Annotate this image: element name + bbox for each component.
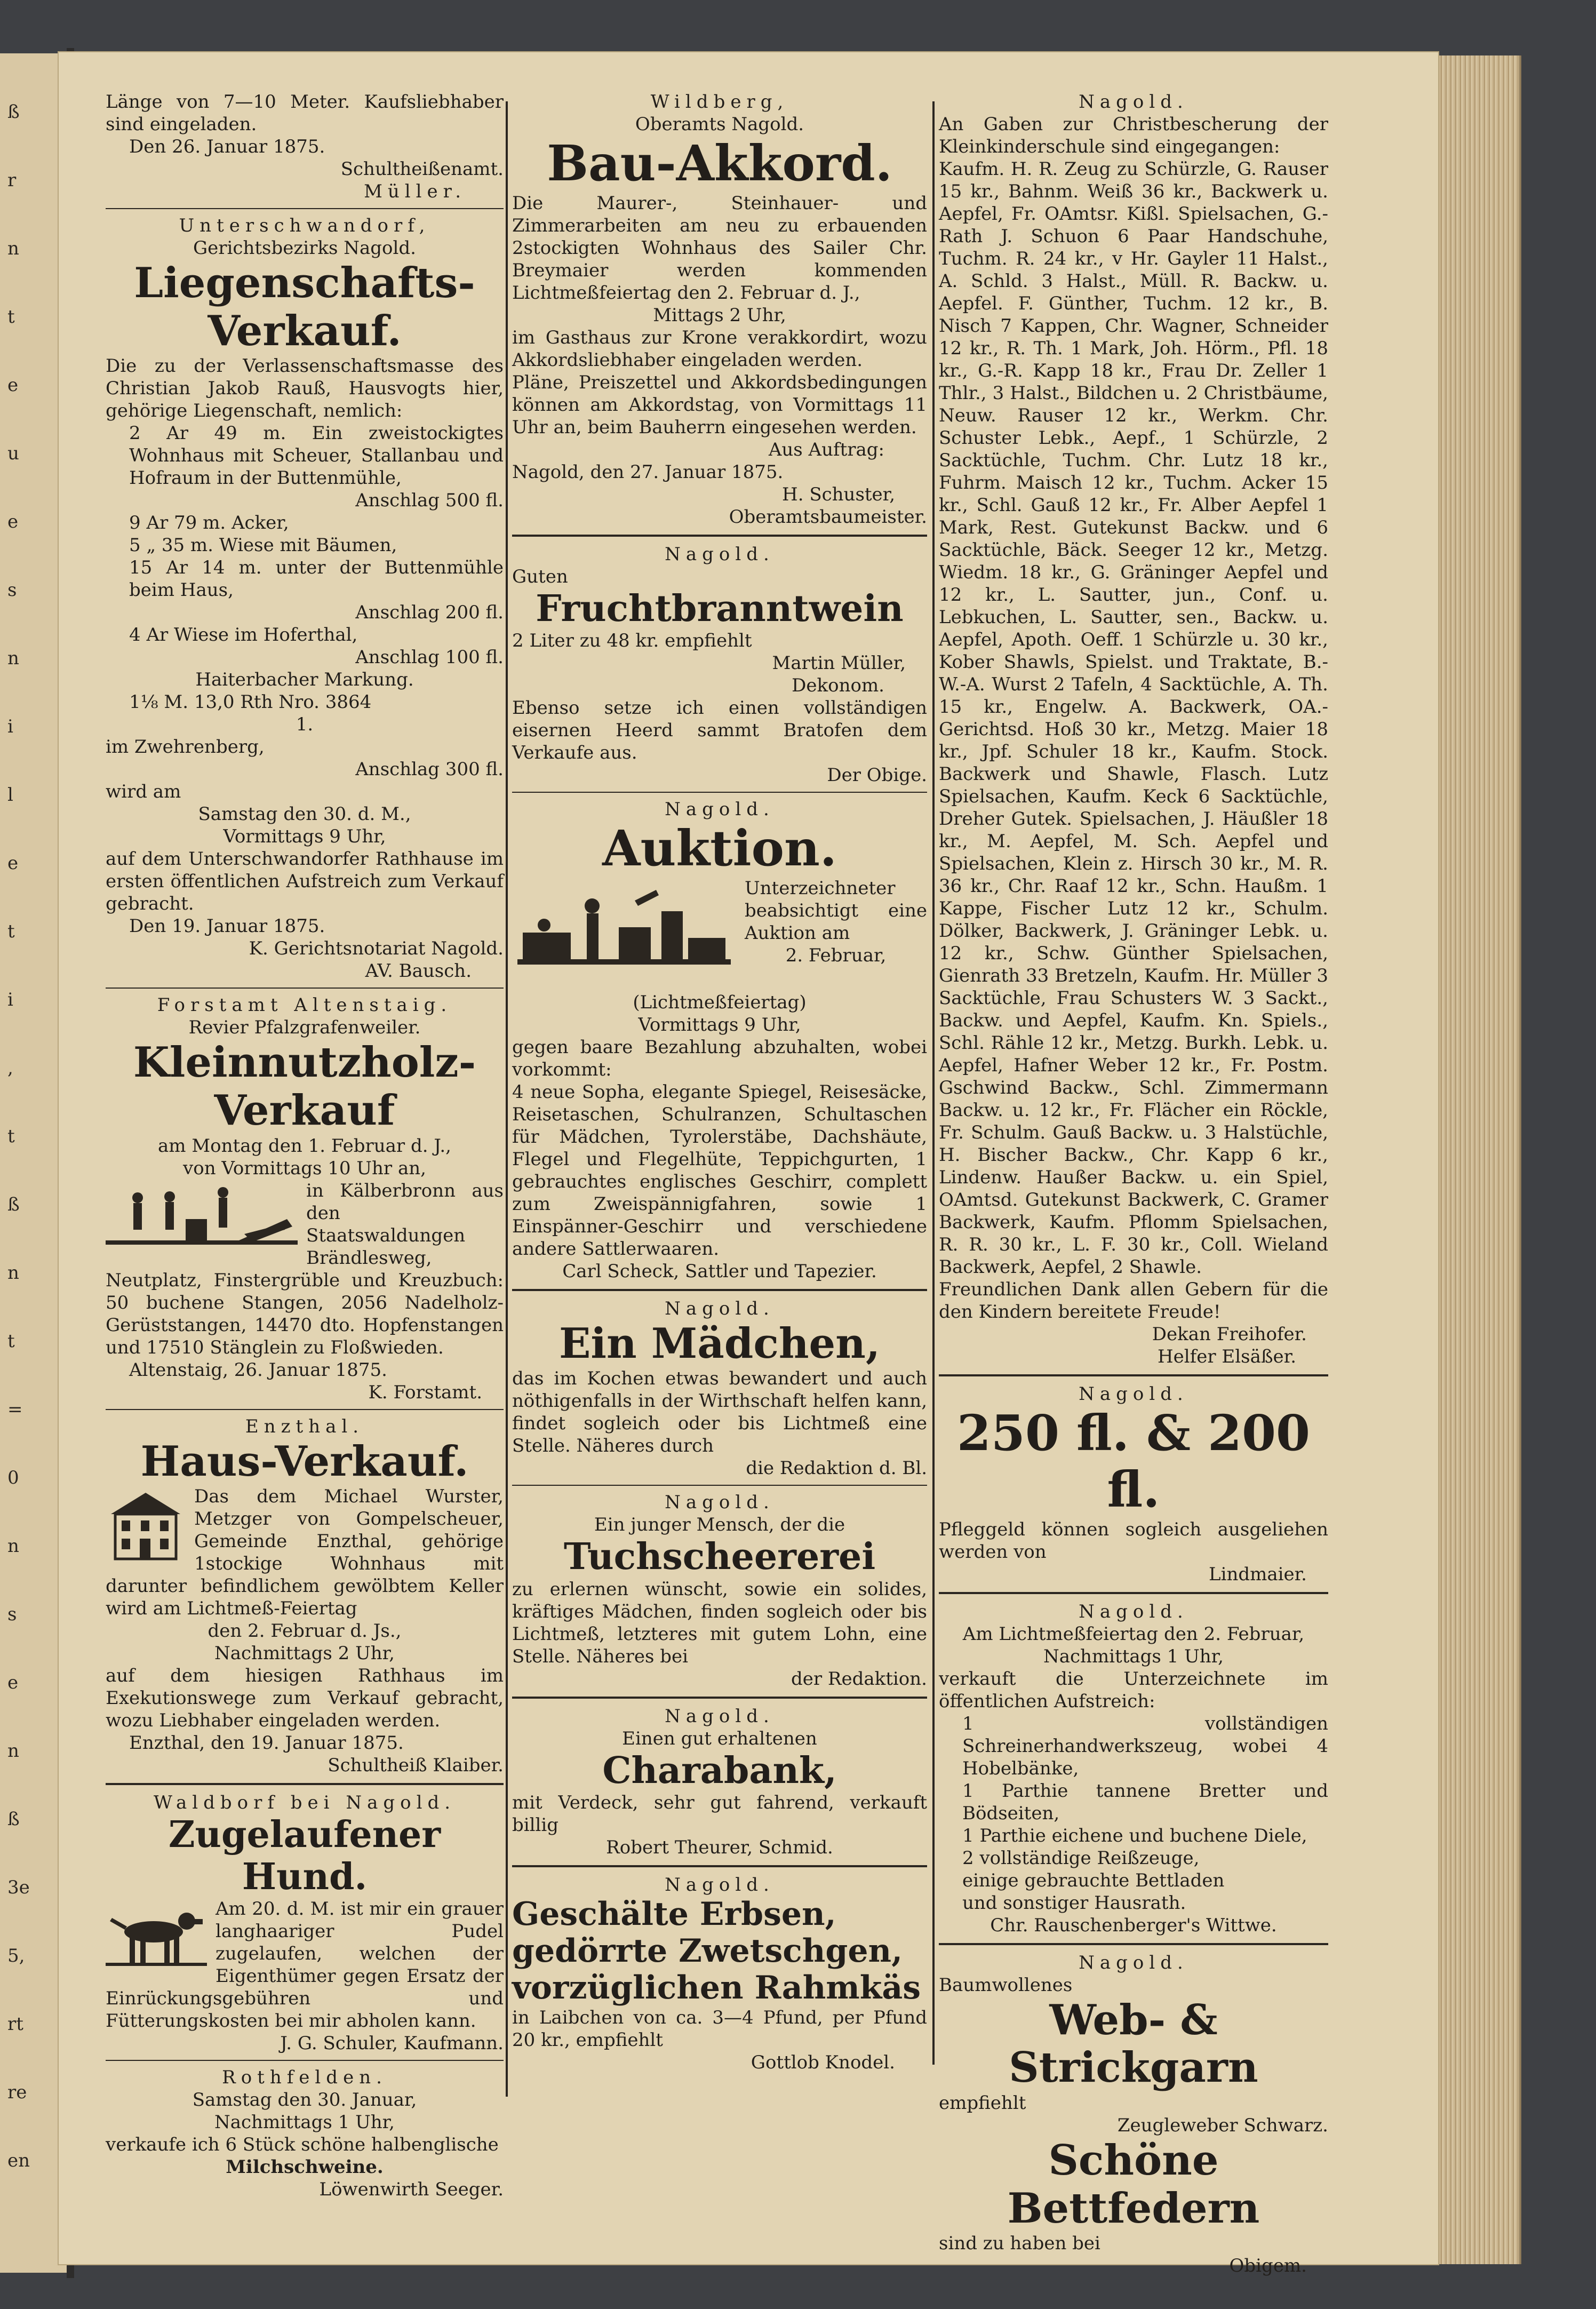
ad-place: Nagold. (665, 1492, 775, 1514)
sale-date: 2. Februar, (785, 944, 887, 966)
ad-title-line: vorzüglichen Rahmkäs (512, 1969, 921, 2007)
ad-title: Auktion. (602, 819, 837, 877)
property-price: Anschlag 200 fl. (355, 602, 504, 624)
ad-text: Einen gut erhaltenen (622, 1727, 817, 1749)
ad-text: Ein junger Mensch, der die (594, 1514, 845, 1536)
auction-illustration (512, 879, 736, 988)
notice-date: Den 26. Januar 1875. (129, 136, 325, 157)
property-marking: Haiterbacher Markung. (195, 669, 414, 691)
ad-title: Zugelaufener Hund. (168, 1813, 441, 1898)
ad-title: Haus-Verkauf. (140, 1437, 469, 1486)
ad-text: wird am (106, 781, 181, 803)
ad-title: Tuchscheererei (563, 1535, 876, 1579)
ad-schreinerhandwerkszeug (939, 1601, 1328, 1937)
ad-bau-akkord (512, 91, 927, 528)
ad-kleinnutzholz-verkauf (106, 994, 504, 1403)
left-margin-fragment: = (7, 1399, 23, 1420)
ad-haus-verkauf (106, 1415, 504, 1777)
ad-text: zu erlernen wünscht, sowie ein solides, kräftiges Mädchen, finden sogleich oder bis Lichtmeß, letzteres mit gutem Lohn, eine Stelle. Näheres bei (512, 1578, 927, 1667)
donor-list: Kaufm. H. R. Zeug zu Schürzle, G. Rauser 15 kr., Bahnm. Weiß 36 kr., Backwerk u. Aepfel, Fr. OAmtsr. Kißl. Spielsachen, G.-Rath J. Schuon 6 Paar Handschuhe, Tuchm. R. 24 kr., v Hr. Gayler 11 Halst., A. Schld. 3 Halst., Müll. R. Backw. u. Aepfel. F. Günther, Tuchm. 12 kr., B. Nisch 7 Kappen, Chr. Wagner, Schneider 12 kr., R. Th. 1 Mark, Joh. Hörm., Pfl. 18 kr., G.-R. Kapp 18 kr., Frau Dr. Zeller 1 Thlr., 3 Halst., Bildchen u. 2 Christbäume, Neuw. Rauser 12 kr., Werkm. Chr. Schuster Lebk., Aepf., 1 Schürzle, 2 Sacktüchle, Tuchm. Chr. Lutz 18 kr., Fuhrm. Maisch 12 kr., Tuchm. Acker 15 kr., Schl. Gauß 12 kr., Fr. Alber Aepfel 1 Mark, Rest. Gutekunst Backw. und 6 Sacktüchle, Bäck. Seeger 12 kr., Metzg. Wiedm. 18 kr., G. Gräninger Aepfel und 12 kr., L. Sautter, jun., Conf. u. Lebkuchen, L. Sautter, sen., Backw. u. Aepfel, Apoth. Oeff. 1 Schürzle u. 30 kr., Kober Shawls, Spielst. und Traktate, B.-W.-A. Wurst 2 Tafeln, 4 Sacktüchle, A. Th. 15 kr., Engelw. A. Backwerk, OA.-Gerichtsd. Hoß 30 kr., Metzg. Maier 18 kr., Jpf. Schuler 18 kr., Kaufm. Stock. Backwerk und Shawle, Flasch. Lutz Spielsachen, Kaufm. Keck 6 Sacktüchle, Dreher Gutek. Spielsachen, J. Häußler 18 kr., M. Aepfel, M. Sch. Aepfel und Spielsachen, Klein z. Hirsch 30 kr., M. R. 36 kr., Chr. Raaf 12 kr., Schn. Haußm. 1 Kappe, Fischer Lutz 12 kr., Schulm. Dölker, Backwerk, J. Gräninger Lebk. u. 12 kr., Schw. Günther Spielsachen, Gienrath 33 Bretzeln, Kaufm. Hr. Müller 3 Sacktüchle, Frau Schusters W. 3 Sackt., Backw. und Aepfel, Kaufm. Kn. Spiels., Schl. Rähle 12 kr., Metzg. Burkh. Lebk. u. Aepfel, Hafner Weber 12 kr., Fr. Postm. Gschwind Backw., Schl. Zimmermann Backw. u. 12 kr., Fr. Flächer ein Röckle, Fr. Schulm. Gauß Backw. u. 3 Halstüchle, H. Bischer Backw., Chr. Kapp 6 kr., Lindenw. Haußer Backw. u. ein Spiel, OAmtsd. Gutekunst Backwerk, C. Gramer Backwerk, Kaufm. Pflomm Spielsachen, R. R. 30 kr., L. F. 30 kr., Coll. Wieland Backwerk, Aepfel, 2 Shawle. (939, 158, 1328, 1278)
ad-text: in Laibchen von ca. 3—4 Pfund, per Pfund 20 kr., empfiehlt (512, 2007, 927, 2051)
left-margin-fragment: e (7, 375, 19, 396)
ad-erbsen-zwetschgen (512, 1874, 927, 2074)
sale-time: Vormittags 9 Uhr, (223, 826, 386, 848)
ad-date: Nagold, den 27. Januar 1875. (512, 461, 784, 483)
ad-signature: Chr. Rauschenberger's Wittwe. (990, 1914, 1277, 1936)
sale-date: Samstag den 30. Januar, (192, 2089, 417, 2111)
sale-time: Nachmittags 1 Uhr, (214, 2111, 395, 2133)
ad-tuchscheererei (512, 1491, 927, 1690)
ad-title-line: gedörrte Zwetschgen, (512, 1932, 903, 1970)
left-margin-fragment: n (7, 1535, 19, 1557)
ad-strickgarn-bettfedern (939, 1952, 1328, 2278)
ad-text: auf dem hiesigen Rathhaus im Exekutionswege zum Verkauf gebracht, wozu Liebhaber eingeladen werden. (106, 1665, 504, 1732)
ad-text: Das dem Michael Wurster, Metzger von Gompelscheuer, Gemeinde Enzthal, gehörige 1stockige Wohnhaus mit darunter befindlichem gewölbtem Keller wird am Lichtmeß-Feiertag (106, 1486, 504, 1620)
ad-highlight: Milchschweine. (226, 2156, 384, 2178)
ad-divider (512, 1865, 927, 1867)
ad-place: Nagold. (665, 798, 775, 820)
ad-place: Wildberg, (650, 91, 789, 113)
ad-title: Ein Mädchen, (558, 1319, 881, 1368)
ad-text: 2 Liter zu 48 kr. empfiehlt (512, 630, 752, 651)
column-rule-2 (932, 101, 935, 2065)
ad-title: Web- & Strickgarn (1009, 1995, 1258, 2092)
left-margin-fragment: ß (7, 101, 20, 123)
sale-item: und sonstiger Hausrath. (962, 1892, 1186, 1914)
ad-text: Die Maurer-, Steinhauer- und Zimmerarbeiten am neu zu erbauenden 2stockigten Wohnhaus des Sailer Chr. Breymaier werden kommenden Lichtmeßfeiertag den 2. Februar d. J., (512, 192, 927, 304)
ad-divider (106, 1409, 504, 1410)
ad-place: Enzthal. (245, 1415, 364, 1437)
ad-intro: Die zu der Verlassenschaftsmasse des Christian Jakob Rauß, Hausvogts hier, gehörige Liegenschaft, nemlich: (106, 355, 504, 422)
ad-title: Fruchtbranntwein (536, 587, 904, 630)
left-margin-fragment: e (7, 853, 19, 874)
ad-place: Nagold. (1079, 1383, 1188, 1405)
property-item: 1⅛ M. 13,0 Rth Nro. 3864 (129, 691, 372, 713)
sale-time: Nachmittags 2 Uhr, (214, 1643, 395, 1665)
notice-office: Schultheißenamt. (340, 158, 504, 180)
property-sub: 1. (296, 714, 314, 736)
ad-place: Nagold. (665, 1874, 775, 1896)
ad-title: Liegenschafts-Verkauf. (134, 259, 475, 355)
ad-signature: AV. Bausch. (365, 960, 472, 982)
left-margin-fragment: n (7, 648, 19, 669)
ad-place: Nagold. (1079, 1601, 1188, 1622)
ad-ein-maedchen (512, 1297, 927, 1480)
ad-signature-role: Oberamtsbaumeister. (729, 506, 927, 528)
sale-item: 1 Parthie tannene Bretter und Bödseiten, (962, 1780, 1328, 1824)
ad-district: Oberamts Nagold. (635, 114, 804, 135)
ad-place: Nagold. (1079, 91, 1188, 113)
ad-place: Nagold. (665, 1705, 775, 1727)
ad-office: K. Gerichtsnotariat Nagold. (249, 938, 504, 960)
ad-title: Kleinnutzholz-Verkauf (133, 1038, 476, 1135)
ad-text: Aus Auftrag: (768, 439, 884, 460)
ad-signature: Gottlob Knodel. (751, 2051, 895, 2073)
sale-date: Am Lichtmeßfeiertag den 2. Februar, (962, 1623, 1305, 1645)
left-margin-fragment: , (7, 1057, 13, 1079)
left-margin-fragment: t (7, 1126, 15, 1147)
left-margin-fragment: n (7, 1262, 19, 1284)
ad-signature: Carl Scheck, Sattler und Tapezier. (562, 1260, 877, 1282)
ad-divider (106, 1783, 504, 1785)
ad-signature: Lindmaier. (1209, 1563, 1307, 1585)
property-price: Anschlag 300 fl. (355, 759, 504, 781)
sale-feast: (Lichtmeßfeiertag) (633, 991, 807, 1013)
sale-time: Nachmittags 1 Uhr, (1043, 1645, 1224, 1667)
ad-signature: Zeugleweber Schwarz. (1117, 2114, 1328, 2136)
ad-text: empfiehlt (939, 2092, 1026, 2114)
column-right (939, 91, 1328, 2282)
sale-date: Samstag den 30. d. M., (198, 803, 411, 825)
property-item: 4 Ar Wiese im Hoferthal, (129, 624, 358, 646)
left-margin-fragment: t (7, 306, 15, 328)
ad-title: Schöne Bettfedern (1007, 2136, 1260, 2233)
column-rule-1 (506, 101, 508, 2097)
left-margin-fragment: t (7, 1331, 15, 1352)
property-item: 9 Ar 79 m. Acker, (129, 512, 289, 534)
ad-place: Rothfelden. (222, 2066, 387, 2088)
ad-divider (512, 535, 927, 537)
ad-signature: Der Obige. (827, 764, 927, 786)
ad-place: Forstamt Altenstaig. (157, 994, 452, 1016)
left-margin-fragment: re (7, 2082, 27, 2103)
ad-signature: Martin Müller, (772, 652, 906, 674)
ad-fruchtbranntwein (512, 543, 927, 786)
sale-time: Mittags 2 Uhr, (653, 304, 786, 326)
sale-item: 1 vollständigen Schreinerhandwerkszeug, wobei 4 Hobelbänke, (962, 1713, 1328, 1779)
ad-text: auf dem Unterschwandorfer Rathhause im ersten öffentlichen Aufstreich zum Verkauf gebracht. (106, 848, 504, 915)
ad-divider (106, 988, 504, 989)
left-margin-fragment: n (7, 238, 19, 259)
sale-item: einige gebrauchte Bettladen (962, 1869, 1225, 1891)
ad-signature: der Redaktion. (791, 1668, 927, 1690)
property-price: Anschlag 100 fl. (355, 647, 504, 668)
ad-auktion (512, 798, 927, 1283)
ad-title: Charabank, (602, 1749, 837, 1792)
ad-signature: Helfer Elsäßer. (1158, 1346, 1296, 1367)
property-item: 5 „ 35 m. Wiese mit Bäumen, (129, 535, 397, 556)
left-margin-fragment: en (7, 2150, 30, 2171)
ad-text: Am 20. d. M. ist mir ein grauer langhaariger Pudel zugelaufen, welchen der Eigenthümer gegen Ersatz der Einrückungsgebühren und Fütterungskosten bei mir abholen kann. (106, 1898, 504, 2032)
property-item: 2 Ar 49 m. Ein zweistockigtes Wohnhaus mit Scheuer, Stallanbau und Hofraum in der Buttenmühle, (129, 423, 504, 489)
ad-divider (106, 208, 504, 209)
sale-item: 2 vollständige Reißzeuge, (962, 1847, 1200, 1869)
ad-zugelaufener-hund (106, 1792, 504, 2054)
ad-text: das im Kochen etwas bewandert und auch nöthigenfalls in der Wirthschaft helfen kann, findet sogleich oder bis Lichtmeß eine Stelle. Näheres durch (512, 1368, 927, 1457)
left-margin-fragment: ß (7, 1809, 20, 1830)
ad-milchschweine (106, 2066, 504, 2201)
ad-signature: J. G. Schuler, Kaufmann. (280, 2032, 504, 2054)
ad-signature: die Redaktion d. Bl. (746, 1458, 927, 1479)
ad-text: verkauft die Unterzeichnete im öffentlichen Aufstreich: (939, 1668, 1328, 1712)
ad-text: Pläne, Preiszettel und Akkordsbedingungen können am Akkordstag, von Vormittags 11 Uhr an, beim Bauherrn eingesehen werden. (512, 371, 927, 438)
ad-pfleggeld (939, 1383, 1328, 1586)
ad-text: verkaufe ich 6 Stück schöne halbenglische (106, 2133, 499, 2155)
ad-place: Waldborf bei Nagold. (153, 1792, 456, 1814)
sale-time: von Vormittags 10 Uhr an, (183, 1157, 426, 1179)
ad-text: 4 neue Sopha, elegante Spiegel, Reisesäcke, Reisetaschen, Schulranzen, Schultaschen für Mädchen, Tyrolerstäbe, Dachshäute, Flegel und Flegelhüte, Teppichgurten, 1 gebrauchtes englisches Geschirr, complett zum Zweispännigfahren, sowie 1 Einspänner-Geschirr und verschiedene andere Sattlerwaaren. (512, 1081, 927, 1260)
sale-date: den 2. Februar d. Js., (208, 1620, 402, 1642)
left-margin-fragment: 3e (7, 1877, 30, 1898)
left-margin-fragment: ß (7, 1194, 20, 1215)
ad-text: sind zu haben bei (939, 2233, 1100, 2255)
notice-signature: Müller. (364, 181, 466, 202)
sale-date: am Montag den 1. Februar d. J., (158, 1135, 451, 1157)
ad-district: Revier Pfalzgrafenweiler. (188, 1017, 421, 1039)
left-margin-fragment: s (7, 579, 17, 601)
ad-thanks: Freundlichen Dank allen Gebern für die den Kindern bereitete Freude! (939, 1279, 1328, 1323)
notice-text: Länge von 7—10 Meter. Kaufsliebhaber sind eingeladen. (106, 91, 504, 135)
ad-text: Unterzeichneter beabsichtigt eine Auktion am (745, 877, 927, 944)
property-price: Anschlag 500 fl. (355, 490, 504, 512)
ad-signature-role: Dekonom. (792, 674, 884, 696)
ad-divider (106, 2060, 504, 2061)
left-margin-fragment: s (7, 1604, 17, 1625)
left-margin-fragment: i (7, 989, 13, 1010)
ad-text: in Kälberbronn aus den Staatswaldungen Brändlesweg, (306, 1180, 504, 1269)
ad-signature: Obigem. (1229, 2255, 1307, 2277)
ad-divider (512, 792, 927, 793)
ad-date: Den 19. Januar 1875. (129, 915, 325, 937)
sale-item: 1 Parthie eichene und buchene Diele, (962, 1825, 1307, 1846)
ad-signature: Löwenwirth Seeger. (319, 2178, 504, 2200)
house-illustration (106, 1487, 186, 1564)
ad-date: Enzthal, den 19. Januar 1875. (129, 1732, 404, 1754)
ad-signature: Schultheiß Klaiber. (328, 1755, 504, 1777)
ad-divider (939, 1374, 1328, 1376)
sale-time: Vormittags 9 Uhr, (638, 1014, 801, 1036)
ad-place: Nagold. (665, 543, 775, 565)
ad-text: Baumwollenes (939, 1974, 1073, 1996)
ad-divider (939, 1592, 1328, 1594)
ad-signature: Robert Theurer, Schmid. (606, 1836, 833, 1858)
left-margin-fragment: rt (7, 2013, 23, 2035)
left-margin-fragment: e (7, 511, 19, 532)
ad-title: Bau-Akkord. (547, 134, 892, 192)
property-location: im Zwehrenberg, (106, 736, 265, 758)
ad-divider (512, 1289, 927, 1291)
ad-divider (939, 1943, 1328, 1945)
dog-illustration (106, 1900, 207, 1971)
ad-langen-notice (106, 91, 504, 203)
left-margin-fragment: e (7, 1672, 19, 1693)
ad-divider (512, 1697, 927, 1699)
ad-place: Nagold. (1079, 1952, 1188, 1973)
ad-place: Nagold. (665, 1297, 775, 1319)
left-margin-fragment: n (7, 1740, 19, 1762)
left-margin-fragment: u (7, 443, 19, 464)
left-margin-fragment: i (7, 716, 13, 737)
page-stack-edges (1439, 55, 1519, 2264)
ad-signature: Dekan Freihofer. (1152, 1324, 1307, 1345)
ad-liegenschafts-verkauf (106, 214, 504, 982)
ad-text: Pfleggeld können sogleich ausgeliehen werden von (939, 1518, 1328, 1563)
ad-text: gegen baare Bezahlung abzuhalten, wobei vorkommt: (512, 1036, 927, 1080)
left-margin-fragment: r (7, 170, 17, 191)
ad-signature: H. Schuster, (782, 483, 895, 505)
ad-text: Neutplatz, Finstergrüble und Kreuzbuch: 50 buchene Stangen, 2056 Nadelholz-Gerüststangen, 14470 dto. Hopfenstangen und 17510 Stänglein zu Floßwieden. (106, 1269, 504, 1358)
ad-title: 250 fl. & 200 fl. (956, 1404, 1311, 1518)
ad-date: Altenstaig, 26. Januar 1875. (129, 1359, 387, 1381)
ad-place: Unterschwandorf, (179, 215, 430, 236)
column-left (106, 91, 504, 2206)
left-margin-fragment: t (7, 921, 15, 942)
ad-signature: K. Forstamt. (368, 1381, 482, 1403)
ad-text: im Gasthaus zur Krone verakkordirt, wozu Akkordsliebhaber eingeladen werden. (512, 327, 927, 371)
property-item: 15 Ar 14 m. unter der Buttenmühle beim Haus, (129, 557, 504, 601)
left-margin-fragment: 5, (7, 1945, 25, 1966)
woodcutters-illustration (106, 1182, 298, 1259)
ad-christbescherung (939, 91, 1328, 1368)
ad-intro: An Gaben zur Christbescherung der Kleinkinderschule sind eingegangen: (939, 114, 1328, 157)
ad-charabank (512, 1705, 927, 1859)
left-margin-fragment: l (7, 784, 13, 806)
ad-divider (512, 1485, 927, 1486)
ad-text: Guten (512, 566, 568, 587)
ad-text: mit Verdeck, sehr gut fahrend, verkauft billig (512, 1792, 927, 1836)
left-margin-fragment: 0 (7, 1467, 19, 1488)
ad-text: Ebenso setze ich einen vollständigen eisernen Heerd sammt Bratofen dem Verkaufe aus. (512, 697, 927, 763)
ad-title-line: Geschälte Erbsen, (512, 1895, 836, 1933)
column-middle (512, 91, 927, 2079)
ad-district: Gerichtsbezirks Nagold. (193, 237, 416, 259)
